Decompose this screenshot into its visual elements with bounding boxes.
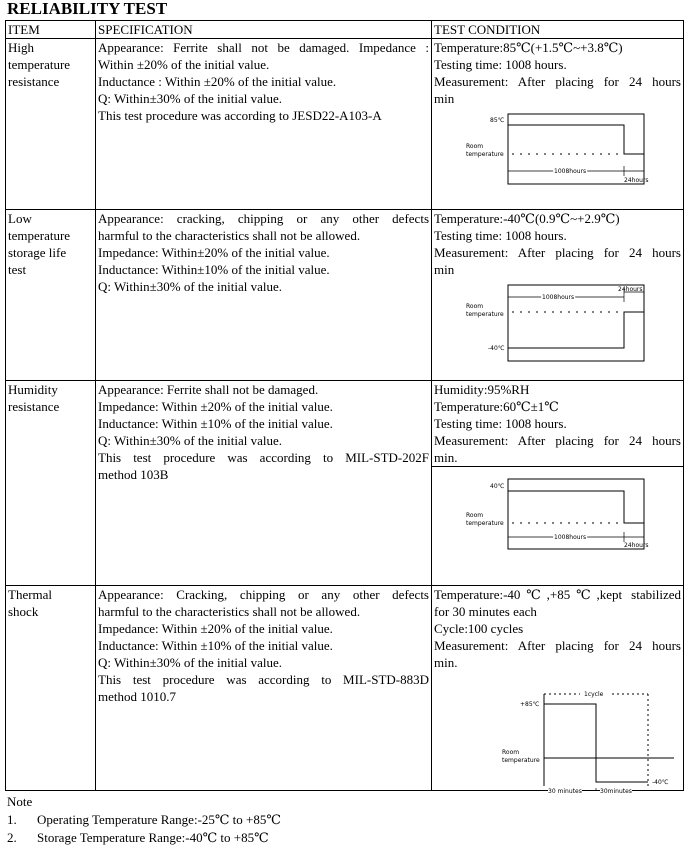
spec-cell xyxy=(96,39,432,210)
cell-divider xyxy=(432,466,683,467)
temperature-profile-diagram xyxy=(434,282,680,364)
cond-cell xyxy=(432,39,684,210)
notes-label: Note xyxy=(7,794,33,809)
cond-line: Humidity:95%RH xyxy=(434,382,530,397)
item-line: test xyxy=(8,262,27,277)
cond-line: min xyxy=(434,91,455,106)
diagram-span-label: 30minutes xyxy=(600,783,632,800)
diagram-room-label: Room xyxy=(466,303,484,310)
diagram-span-label: 1008hours xyxy=(542,294,575,301)
header-row xyxy=(6,21,684,39)
diagram-span-label: 24hours xyxy=(624,177,649,184)
spec-line: Q: Within±30% of the initial value. xyxy=(98,279,283,294)
diagram-room-label: temperature xyxy=(466,151,504,158)
table-row xyxy=(6,210,684,381)
diagram-room-label: temperature xyxy=(502,757,540,764)
cond-line: Temperature:60℃±1℃ xyxy=(434,399,559,414)
item-line: temperature xyxy=(8,228,71,243)
item-line: storage life xyxy=(8,245,67,260)
spec-line: Within ±20% of the initial value. xyxy=(98,57,270,72)
cond-cell xyxy=(432,586,684,795)
notes-section xyxy=(7,793,281,847)
spec-line: Appearance: Ferrite shall not be damaged. xyxy=(98,382,319,397)
spec-line: Impedance: Within ±20% of the initial value. xyxy=(98,621,333,636)
cond-cell xyxy=(432,210,684,381)
diagram-room-label: temperature xyxy=(466,311,504,318)
diagram-low-label: -40℃ xyxy=(488,345,505,352)
cond-line: Measurement: After placing for 24 hours xyxy=(434,433,681,448)
diagram-high-label: +85℃ xyxy=(520,701,540,708)
cond-line: Testing time: 1008 hours. xyxy=(434,228,567,243)
item-line: High xyxy=(8,40,34,55)
diagram-high-label: 40℃ xyxy=(490,483,505,490)
spec-line: Q: Within±30% of the initial value. xyxy=(98,433,283,448)
header-cond: TEST CONDITION xyxy=(432,21,684,39)
spec-line: method 1010.7 xyxy=(98,689,176,704)
spec-line: Inductance : Within ±20% of the initial value. xyxy=(98,74,337,89)
note-item xyxy=(7,829,281,847)
cond-line: min. xyxy=(434,655,458,670)
item-line: shock xyxy=(8,604,39,619)
diagram-room-label: Room xyxy=(466,512,484,519)
spec-line: Impedance: Within±20% of the initial value. xyxy=(98,245,330,260)
spec-line: Appearance: Cracking, chipping or any other defects xyxy=(98,587,429,602)
spec-line: method 103B xyxy=(98,467,169,482)
spec-line: Q: Within±30% of the initial value. xyxy=(98,655,283,670)
spec-line: harmful to the characteristics shall not be allowed. xyxy=(98,604,361,619)
diagram-span-label: 24hours xyxy=(618,286,643,293)
spec-line: Appearance: Ferrite shall not be damaged. Impedance : xyxy=(98,40,429,55)
spec-line: Impedance: Within ±20% of the initial value. xyxy=(98,399,333,414)
spec-line: Inductance: Within±10% of the initial value. xyxy=(98,262,330,277)
reliability-table xyxy=(5,20,684,795)
cond-line: Cycle:100 cycles xyxy=(434,621,524,636)
diagram-room-label: temperature xyxy=(466,520,504,527)
diagram-room-label: Room xyxy=(466,143,484,150)
spec-line: Appearance: cracking, chipping or any other defects xyxy=(98,211,429,226)
cond-line: for 30 minutes each xyxy=(434,604,537,619)
cond-line: min. xyxy=(434,450,458,465)
diagram-high-label: 85℃ xyxy=(490,117,505,124)
spec-line: This test procedure was according to MIL-STD-202F xyxy=(98,450,429,465)
spec-line: This test procedure was according to MIL-STD-883D xyxy=(98,672,429,687)
cond-line: Measurement: After placing for 24 hours xyxy=(434,245,681,260)
temperature-profile-diagram xyxy=(434,471,680,551)
item-line: temperature xyxy=(8,57,71,72)
item-line: resistance xyxy=(8,74,60,89)
cond-line: min xyxy=(434,262,455,277)
cond-cell xyxy=(432,381,684,586)
table-row xyxy=(6,39,684,210)
table-row xyxy=(6,381,684,586)
thermal-cycle-diagram xyxy=(462,686,680,790)
spec-line: This test procedure was according to JESD22-A103-A xyxy=(98,108,382,123)
diagram-span-label: 1008hours xyxy=(554,534,587,541)
page-title: RELIABILITY TEST xyxy=(7,0,168,18)
diagram-span-label: 1008hours xyxy=(554,168,587,175)
table-row xyxy=(6,586,684,791)
item-line: Humidity xyxy=(8,382,58,397)
cond-line: Temperature:85℃(+1.5℃~+3.8℃) xyxy=(434,40,623,55)
diagram-low-label: -40℃ xyxy=(652,779,669,786)
diagram-cycle-label: 1cycle xyxy=(584,691,604,698)
diagram-span-label: 30 minutes xyxy=(548,783,582,800)
header-item: ITEM xyxy=(6,21,96,39)
diagram-span-label: 24hours xyxy=(624,542,649,549)
header-spec: SPECIFICATION xyxy=(96,21,432,39)
spec-cell xyxy=(96,210,432,381)
cond-line: Testing time: 1008 hours. xyxy=(434,57,567,72)
diagram-room-label: Room xyxy=(502,749,520,756)
spec-line: Inductance: Within ±10% of the initial value. xyxy=(98,638,333,653)
spec-cell xyxy=(96,586,432,791)
item-line: resistance xyxy=(8,399,60,414)
cond-line: Testing time: 1008 hours. xyxy=(434,416,567,431)
note-text: Storage Temperature Range:-40℃ to +85℃ xyxy=(37,830,269,845)
item-line: Low xyxy=(8,211,32,226)
spec-line: Inductance: Within ±10% of the initial value. xyxy=(98,416,333,431)
cond-line: Measurement: After placing for 24 hours xyxy=(434,638,681,653)
note-text: Operating Temperature Range:-25℃ to +85℃ xyxy=(37,812,281,827)
cond-line: Temperature:-40℃,+85℃,kept stabilized xyxy=(434,587,681,602)
item-cell xyxy=(6,586,96,791)
note-item xyxy=(7,811,281,829)
note-number: 2. xyxy=(7,830,17,845)
item-cell xyxy=(6,210,96,381)
item-cell xyxy=(6,381,96,586)
cond-line: Temperature:-40℃(0.9℃~+2.9℃) xyxy=(434,211,620,226)
item-line: Thermal xyxy=(8,587,53,602)
spec-line: harmful to the characteristics shall not be allowed. xyxy=(98,228,361,243)
temperature-profile-diagram xyxy=(434,111,680,189)
spec-line: Q: Within±30% of the initial value. xyxy=(98,91,283,106)
note-number: 1. xyxy=(7,812,17,827)
cond-line: Measurement: After placing for 24 hours xyxy=(434,74,681,89)
spec-cell xyxy=(96,381,432,586)
item-cell xyxy=(6,39,96,210)
